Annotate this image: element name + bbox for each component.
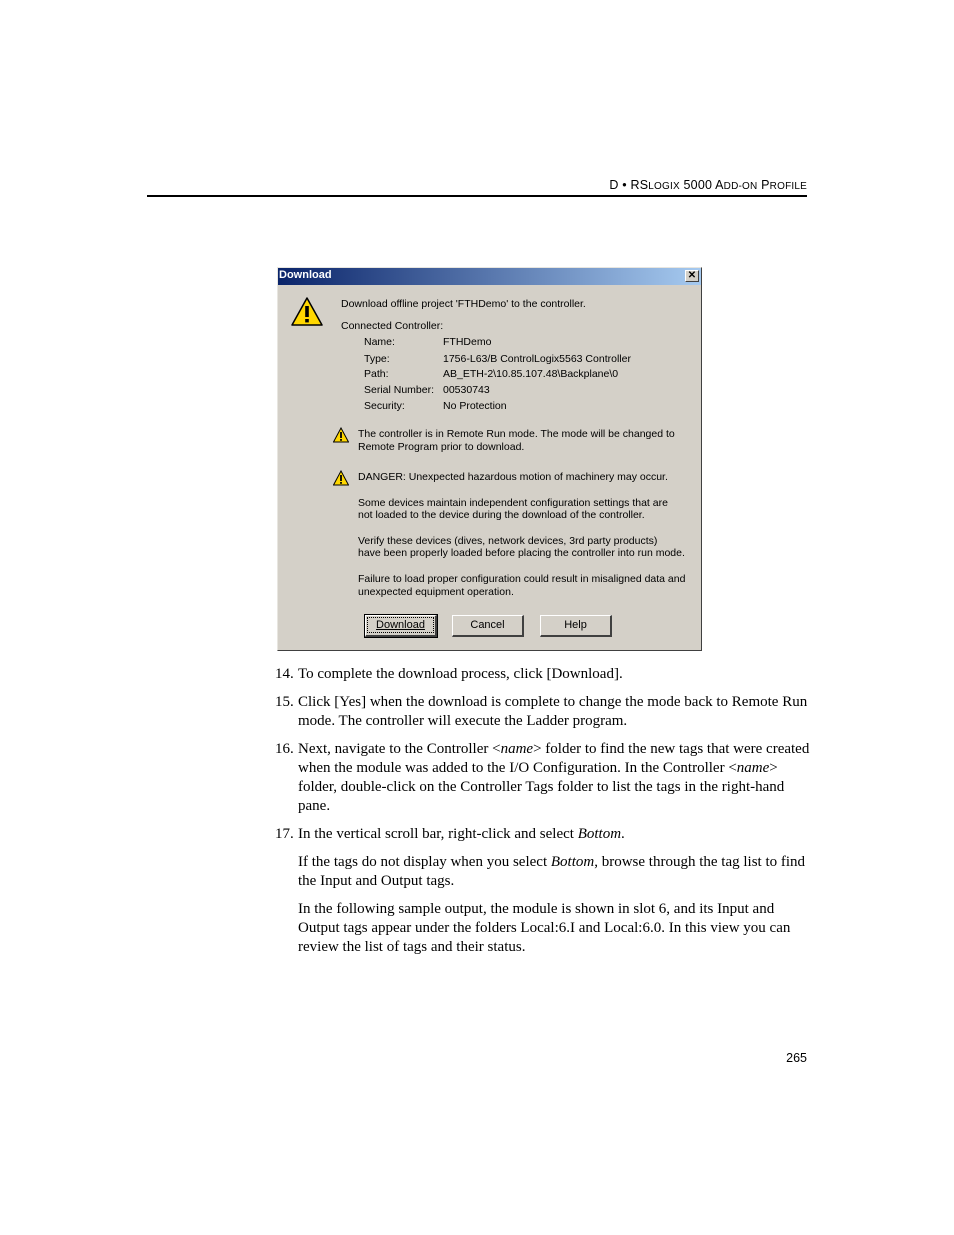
header-rofile: ROFILE <box>769 181 807 192</box>
field-value-serial: 00530743 <box>443 384 490 396</box>
field-value-path: AB_ETH-2\10.85.107.48\Backplane\0 <box>443 368 619 380</box>
bottom-term: Bottom <box>577 826 622 842</box>
para-text: , browse through the tag list to find the Input and Output tags. <box>298 854 806 889</box>
para-text: If the tags do not display when you select <box>298 854 551 870</box>
devices-note-line1: Some devices maintain independent configuration settings that are <box>358 497 668 509</box>
danger-text: DANGER: Unexpected hazardous motion of machinery may occur. <box>358 471 668 483</box>
field-label-name: Name: <box>364 336 395 348</box>
name-placeholder: name <box>500 741 534 757</box>
warning-icon <box>333 470 349 486</box>
remote-run-warning-line2: Remote Program prior to download. <box>358 441 525 453</box>
verify-note-line2: have been properly loaded before placing the controller into run mode. <box>358 547 685 559</box>
field-label-security: Security: <box>364 400 405 412</box>
header-logix: LOGIX <box>648 181 680 192</box>
download-button[interactable] <box>365 615 437 637</box>
step-text: Next, navigate to the Controller < <box>298 741 501 757</box>
failure-note-line2: unexpected equipment operation. <box>358 586 514 598</box>
dialog-title: Download <box>279 269 332 281</box>
header-a: A <box>715 178 724 192</box>
tags-note <box>275 853 810 891</box>
download-button-label: Download <box>368 618 433 632</box>
name-placeholder: name <box>736 760 770 776</box>
step-text: In the vertical scroll bar, right-click and select <box>298 826 578 842</box>
field-value-name: FTHDemo <box>443 336 492 348</box>
step-15 <box>275 693 810 731</box>
header-on: ON <box>742 181 758 192</box>
step-number: 14. <box>275 666 294 682</box>
cancel-button-label: Cancel <box>470 619 505 631</box>
bottom-term: Bottom <box>550 854 595 870</box>
header-version: 5000 <box>679 178 716 192</box>
remote-run-warning-line1: The controller is in Remote Run mode. The mode will be changed to <box>358 428 675 440</box>
step-text: Click [Yes] when the download is complete to change the mode back to Remote Run mode. The controller will execute the Ladder program. <box>298 694 808 729</box>
step-number: 17. <box>275 826 294 842</box>
devices-note-line2: not loaded to the device during the download of the controller. <box>358 509 645 521</box>
page-number: 265 <box>786 1051 807 1065</box>
help-button-label: Help <box>564 619 587 631</box>
step-number: 16. <box>275 741 294 757</box>
step-17 <box>275 825 810 844</box>
header-dash: - <box>738 181 743 192</box>
step-text: To complete the download process, click [Download]. <box>298 666 623 682</box>
step-number: 15. <box>275 694 294 710</box>
field-label-path: Path: <box>364 368 389 380</box>
header-p: P <box>761 178 770 192</box>
help-button[interactable] <box>540 615 612 637</box>
dialog-intro: Download offline project 'FTHDemo' to the controller. <box>341 298 586 310</box>
warning-icon <box>291 296 323 328</box>
instruction-steps <box>275 665 810 966</box>
field-label-type: Type: <box>364 353 390 365</box>
warning-icon <box>333 427 349 443</box>
failure-note-line1: Failure to load proper configuration could result in misaligned data and <box>358 573 686 585</box>
step-14 <box>275 665 810 684</box>
field-value-security: No Protection <box>443 400 507 412</box>
download-dialog <box>277 267 702 651</box>
cancel-button[interactable] <box>452 615 524 637</box>
header-prefix: D • <box>609 178 631 192</box>
close-button[interactable] <box>685 270 699 282</box>
dialog-titlebar[interactable] <box>278 268 701 285</box>
step-text: > folder to find the new tags that were created when the module was added to the I/O Configuration. In the Controller < <box>298 741 810 776</box>
step-text: . <box>621 826 625 842</box>
running-header <box>147 178 807 196</box>
field-label-serial: Serial Number: <box>364 384 435 396</box>
header-rs: RS <box>630 178 649 192</box>
close-icon: ✕ <box>687 270 697 281</box>
field-value-type: 1756-L63/B ControlLogix5563 Controller <box>443 353 631 365</box>
header-rule <box>147 195 807 197</box>
step-16 <box>275 740 810 816</box>
verify-note-line1: Verify these devices (dives, network devices, 3rd party products) <box>358 535 658 547</box>
sample-output-note: In the following sample output, the module is shown in slot 6, and its Input and Output tags appear under the folders Local:6.I and Local:6.0. In this view you can review the list of tags and their status. <box>298 901 791 955</box>
connected-controller-label: Connected Controller: <box>341 320 444 332</box>
step-text: > folder, double-click on the Controller Tags folder to list the tags in the right-hand pane. <box>298 760 785 814</box>
header-dd: DD <box>723 181 739 192</box>
